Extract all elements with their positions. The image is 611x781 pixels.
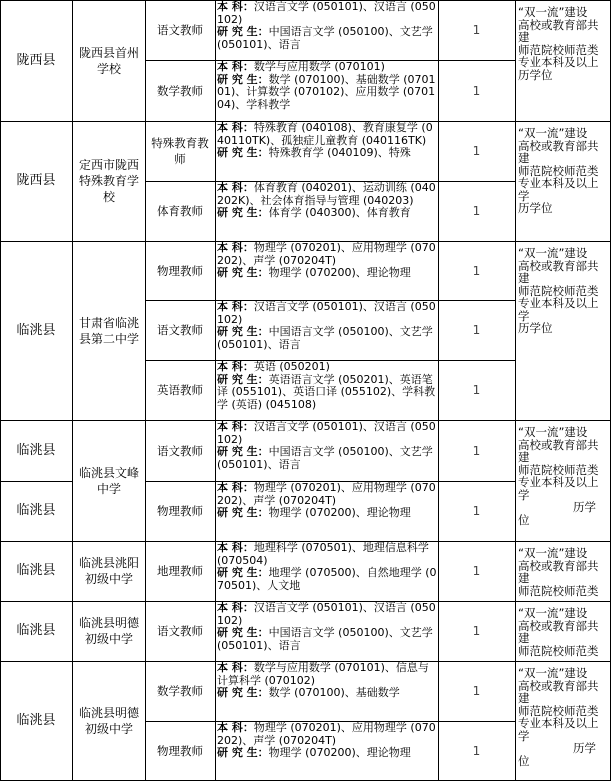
degree-level-label: 本 科： xyxy=(217,122,254,134)
position-cell: 英语教师 xyxy=(157,383,203,397)
headcount-cell: 1 xyxy=(472,504,481,518)
table-rule xyxy=(0,0,1,781)
requirement-cell xyxy=(217,662,437,720)
major-list-text: 中国语言文学 (050100)、文艺学 (050101)、语言 xyxy=(217,325,433,351)
requirement-line xyxy=(217,747,437,760)
education-requirement-cell xyxy=(516,661,610,781)
requirement-cell xyxy=(217,361,437,419)
major-list-text: 英语语言文学 (050201)、英语笔译 (055101)、英语口译 (055102)、学科教学 (英语) (045108) xyxy=(217,372,436,411)
position-cell: 物理教师 xyxy=(157,504,203,518)
headcount-cell: 1 xyxy=(472,744,481,758)
table-rule xyxy=(72,0,73,781)
position-cell: 语文教师 xyxy=(157,23,203,37)
education-line: 学 xyxy=(518,308,530,323)
headcount-cell: 1 xyxy=(472,263,481,278)
degree-level-label: 研 究 生： xyxy=(217,626,269,640)
county-cell: 临洮县 xyxy=(16,503,56,518)
education-line: “双一流”建设 xyxy=(518,5,588,19)
major-list-text: 地理学 (070500)、自然地理学 (070501)、人文地 xyxy=(217,566,437,592)
requirement-line xyxy=(217,542,437,567)
table-rule xyxy=(146,300,516,301)
degree-level-label: 研 究 生： xyxy=(217,325,269,339)
education-line: 历学 xyxy=(573,500,596,514)
degree-level-label: 本 科： xyxy=(217,61,254,73)
degree-level-label: 研 究 生： xyxy=(217,506,269,520)
position-cell: 语文教师 xyxy=(157,323,203,337)
requirement-cell xyxy=(217,1,437,59)
major-list-text: 物理学 (070201)、应用物理学 (070202)、声学 (070204T) xyxy=(217,722,436,747)
degree-level-label: 研 究 生： xyxy=(217,266,269,280)
headcount-cell: 1 xyxy=(472,23,481,37)
education-line: 高校或教育部共 xyxy=(518,558,599,573)
headcount-cell: 1 xyxy=(472,684,481,698)
school-cell: 定西市陇西特殊教育学校 xyxy=(78,158,139,204)
table-rule xyxy=(146,481,516,482)
position-cell: 语文教师 xyxy=(157,624,203,638)
county-cell: 临洮县 xyxy=(16,442,56,458)
degree-level-label: 本 科： xyxy=(217,482,254,494)
county-cell: 陇西县 xyxy=(16,52,56,68)
education-line: 位 xyxy=(518,512,530,527)
education-line: 高校或教育部共 xyxy=(518,138,599,153)
requirement-line xyxy=(217,446,437,471)
headcount-cell: 1 xyxy=(472,83,481,98)
education-line: “双一流”建设 xyxy=(518,546,588,560)
major-list-text: 数学 (070100)、基础数学 xyxy=(268,686,400,700)
requirement-line xyxy=(217,326,437,351)
table-rule xyxy=(515,0,516,781)
major-list-text: 汉语言文学 (050101)、汉语言 (050102) xyxy=(217,602,436,627)
education-requirement-cell xyxy=(516,420,610,541)
headcount-cell: 1 xyxy=(472,383,481,397)
education-line: 建 xyxy=(518,450,530,464)
degree-level-label: 本 科： xyxy=(217,361,254,373)
table-rule xyxy=(0,541,611,542)
headcount-cell: 1 xyxy=(472,323,481,337)
education-line: 专业本科及以上 xyxy=(518,176,599,190)
requirement-line xyxy=(217,301,437,326)
school-cell: 临洮县明德初级中学 xyxy=(78,706,139,736)
position-cell: 特殊教育教师 xyxy=(151,136,209,166)
position-cell: 物理教师 xyxy=(157,744,203,758)
table-rule xyxy=(146,360,516,361)
education-requirement-cell xyxy=(516,541,610,601)
education-line: 师范院校师范类 xyxy=(518,462,599,477)
education-line: 师范院校师范类 xyxy=(518,163,599,178)
education-line: 历学位 xyxy=(518,321,553,335)
major-list-text: 体育学 (040300)、体育教育 xyxy=(268,206,411,220)
major-list-text: 数学与应用数学 (070101)、信息与计算科学 (070102) xyxy=(217,662,429,687)
requirement-cell xyxy=(217,542,437,600)
requirement-line xyxy=(217,147,437,160)
degree-level-label: 研 究 生： xyxy=(217,566,269,580)
headcount-cell: 1 xyxy=(472,204,481,218)
education-requirement-cell xyxy=(516,601,610,661)
table-rule xyxy=(0,601,611,602)
education-requirement-cell xyxy=(516,121,610,241)
degree-level-label: 研 究 生： xyxy=(217,25,269,39)
education-line: “双一流”建设 xyxy=(518,126,588,140)
education-line: 学 xyxy=(518,487,530,502)
education-line: 历学 xyxy=(573,741,596,755)
major-list-text: 物理学 (070200)、理论物理 xyxy=(268,506,411,520)
requirement-line xyxy=(217,722,437,747)
education-line: 高校或教育部共建 xyxy=(518,17,599,44)
requirement-line xyxy=(217,421,437,446)
degree-level-label: 研 究 生： xyxy=(217,445,269,459)
county-cell: 临洮县 xyxy=(16,623,56,638)
position-cell: 数学教师 xyxy=(157,684,203,698)
requirement-cell xyxy=(217,242,437,299)
requirement-line xyxy=(217,242,437,267)
school-cell: 临洮县洮阳初级中学 xyxy=(78,556,139,586)
requirement-cell xyxy=(217,602,437,660)
degree-level-label: 本 科： xyxy=(217,242,254,254)
table-rule xyxy=(0,121,611,122)
requirement-line xyxy=(217,627,437,652)
requirement-line xyxy=(217,507,437,520)
requirement-cell xyxy=(217,182,437,240)
education-line: 学 xyxy=(518,188,530,203)
education-line: 高校或教育部共建 xyxy=(518,258,599,285)
major-list-text: 汉语言文学 (050101)、汉语言 (050102) xyxy=(217,301,436,326)
county-cell: 临洮县 xyxy=(16,322,56,338)
major-list-text: 汉语言文学 (050101)、汉语言 (050102) xyxy=(217,421,436,446)
requirement-line xyxy=(217,567,437,592)
degree-level-label: 本 科： xyxy=(217,662,254,674)
requirement-cell xyxy=(217,722,437,780)
education-line: 建 xyxy=(518,151,530,165)
requirement-line xyxy=(217,482,437,507)
education-line: 专业本科及以上 xyxy=(518,475,599,489)
position-cell: 地理教师 xyxy=(157,564,203,578)
degree-level-label: 研 究 生： xyxy=(217,372,269,386)
table-rule xyxy=(145,0,146,781)
table-rule xyxy=(146,181,516,182)
education-line: 位 xyxy=(518,753,530,768)
major-list-text: 地理科学 (070501)、地理信息科学 (070504) xyxy=(217,542,429,567)
major-list-text: 中国语言文学 (050100)、文艺学 (050101)、语言 xyxy=(217,626,433,652)
requirement-line xyxy=(217,602,437,627)
degree-level-label: 研 究 生： xyxy=(217,72,269,86)
major-list-text: 中国语言文学 (050100)、文艺学 (050101)、语言 xyxy=(217,25,433,51)
education-line: 师范院校师范类 xyxy=(518,703,599,718)
requirement-line xyxy=(217,122,437,147)
major-list-text: 特殊教育 (040108)、教育康复学 (040110TK)、孤独症儿童教育 (040116TK) xyxy=(217,122,433,147)
education-line: “双一流”建设 xyxy=(518,425,588,439)
education-line: “双一流”建设 xyxy=(518,606,588,620)
education-line: “双一流”建设 xyxy=(518,246,588,260)
requirement-cell xyxy=(217,482,437,540)
major-list-text: 中国语言文学 (050100)、文艺学 (050101)、语言 xyxy=(217,445,433,471)
headcount-cell: 1 xyxy=(472,144,481,158)
position-cell: 语文教师 xyxy=(157,443,203,458)
major-list-text: 物理学 (070201)、应用物理学 (070202)、声学 (070204T) xyxy=(217,242,436,267)
degree-level-label: 本 科： xyxy=(217,301,254,313)
requirement-line xyxy=(217,207,437,220)
requirement-cell xyxy=(217,301,437,359)
education-line: 师范院校师范类 xyxy=(518,283,599,298)
table-rule xyxy=(146,60,516,61)
major-list-text: 英语 (050201) xyxy=(253,361,330,373)
table-rule xyxy=(438,0,439,781)
school-cell: 甘肃省临洮县第二中学 xyxy=(78,315,139,346)
degree-level-label: 本 科： xyxy=(217,542,254,554)
education-line: 建 xyxy=(518,631,530,645)
table-rule xyxy=(215,0,216,781)
major-list-text: 数学 (070100)、基础数学 (070101)、计算数学 (070102)、应用数学 (070104)、学科教学 xyxy=(217,72,436,111)
headcount-cell: 1 xyxy=(472,564,481,578)
education-requirement-cell xyxy=(516,241,610,420)
headcount-cell: 1 xyxy=(472,624,481,638)
requirement-cell xyxy=(217,421,437,480)
county-cell: 陇西县 xyxy=(16,173,56,188)
major-list-text: 特殊教育学 (040109)、特殊 xyxy=(268,146,411,160)
school-cell: 陇西县首州学校 xyxy=(78,45,139,76)
requirement-cell xyxy=(217,122,437,180)
education-line: 专业本科及以上 xyxy=(518,296,599,310)
position-cell: 物理教师 xyxy=(157,263,203,278)
requirement-line xyxy=(217,374,437,412)
requirement-line xyxy=(217,74,437,112)
requirement-line xyxy=(217,26,437,51)
table-rule xyxy=(0,420,611,421)
requirement-cell xyxy=(217,61,437,120)
requirement-line xyxy=(217,182,437,207)
degree-level-label: 本 科： xyxy=(217,1,254,13)
education-line: 历学位 xyxy=(518,201,553,215)
degree-level-label: 研 究 生： xyxy=(217,746,269,760)
education-line: 历学位 xyxy=(518,67,553,82)
education-line: 高校或教育部共 xyxy=(518,678,599,693)
position-cell: 体育教师 xyxy=(157,204,203,218)
table-rule xyxy=(146,721,516,722)
major-list-text: 物理学 (070200)、理论物理 xyxy=(268,746,411,760)
education-line: 建 xyxy=(518,691,530,705)
education-line: 师范院校师范类 xyxy=(518,42,599,57)
major-list-text: 物理学 (070201)、应用物理学 (070202)、声学 (070204T) xyxy=(217,482,436,507)
education-requirement-cell xyxy=(516,0,610,121)
education-line: 专业本科及以上 xyxy=(518,716,599,730)
table-rule xyxy=(0,481,73,482)
major-list-text: 汉语言文学 (050101)、汉语言 (050102) xyxy=(217,1,436,26)
position-cell: 数学教师 xyxy=(157,83,203,98)
table-rule xyxy=(0,241,611,242)
major-list-text: 数学与应用数学 (070101) xyxy=(253,61,385,73)
school-cell: 临洮县明德初级中学 xyxy=(78,616,139,646)
degree-level-label: 研 究 生： xyxy=(217,146,269,160)
county-cell: 临洮县 xyxy=(16,563,56,578)
education-line: 师范院校师范类 xyxy=(518,583,599,598)
degree-level-label: 研 究 生： xyxy=(217,206,269,220)
education-line: 建 xyxy=(518,571,530,585)
education-line: “双一流”建设 xyxy=(518,666,588,680)
education-line: 师范院校师范类 xyxy=(518,643,599,658)
requirement-line xyxy=(217,687,437,700)
table-rule xyxy=(0,661,611,662)
major-list-text: 物理学 (070200)、理论物理 xyxy=(268,266,411,280)
education-line: 专业本科及以上 xyxy=(518,55,599,69)
degree-level-label: 研 究 生： xyxy=(217,686,269,700)
requirement-line xyxy=(217,267,437,280)
degree-level-label: 本 科： xyxy=(217,182,254,194)
degree-level-label: 本 科： xyxy=(217,602,254,614)
degree-level-label: 本 科： xyxy=(217,722,254,734)
education-line: 高校或教育部共 xyxy=(518,618,599,633)
education-line: 高校或教育部共 xyxy=(518,437,599,452)
county-cell: 临洮县 xyxy=(16,713,56,728)
requirement-line xyxy=(217,1,437,26)
requirement-line xyxy=(217,662,437,687)
degree-level-label: 本 科： xyxy=(217,421,254,433)
table-rule xyxy=(0,0,611,1)
major-list-text: 体育教育 (040201)、运动训练 (040202K)、社会体育指导与管理 (040203) xyxy=(217,182,436,207)
headcount-cell: 1 xyxy=(472,443,481,458)
education-line: 学 xyxy=(518,728,530,743)
school-cell: 临洮县文峰中学 xyxy=(78,465,139,496)
